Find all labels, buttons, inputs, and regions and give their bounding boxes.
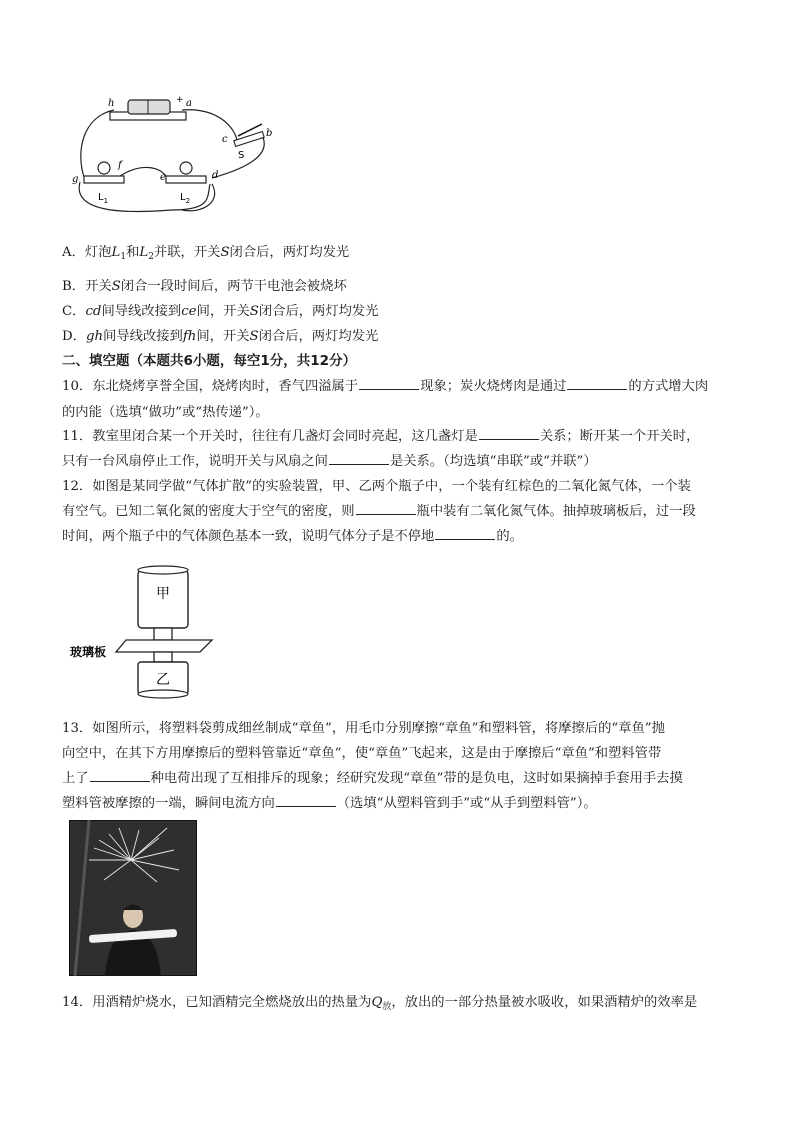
gas-diffusion-diagram [70, 562, 220, 702]
answer-blank[interactable] [276, 792, 336, 807]
answer-blank[interactable] [479, 425, 539, 440]
question-12-line1: 12．如图是某同学做“气体扩散”的实验装置，甲、乙两个瓶子中，一个装有红棕色的二氧化氮气体，一个装 [62, 479, 691, 494]
answer-blank[interactable] [567, 375, 627, 390]
terminal-d: d [212, 170, 219, 181]
terminal-g: g [72, 174, 79, 185]
answer-blank[interactable] [359, 375, 419, 390]
terminal-e: e [160, 172, 166, 183]
option-d: D．gh间导线改接到fh间，开关S闭合后，两灯均发光 [62, 329, 379, 344]
question-13-line3: 上了 种电荷出现了互相排斥的现象；经研究发现“章鱼”带的是负电，这时如果摘掉手套用手去摸 [62, 766, 732, 792]
question-14-line1: 14．用酒精炉烧水，已知酒精完全燃烧放出的热量为$Q_放$，放出的一部分热量被水吸收，如果酒精炉的效率是 [62, 995, 698, 1012]
glass-plate-label: 玻璃板 [70, 645, 107, 659]
option-a: A．灯泡$L_1$和$L_2$并联，开关S闭合后，两灯均发光 [62, 245, 350, 262]
question-13-line2: 向空中，在其下方用摩擦后的塑料管靠近“章鱼”，使“章鱼”飞起来，这是由于摩擦后“章鱼”和塑料管带 [62, 746, 662, 761]
lamp1-label: $L_1$ [98, 192, 109, 205]
question-13-line1: 13．如图所示，将塑料袋剪成细丝制成“章鱼”，用毛巾分别摩擦“章鱼”和塑料管，将摩擦后的“章鱼”抛 [62, 721, 665, 736]
terminal-a: a [186, 98, 192, 109]
circuit-diagram [62, 92, 277, 217]
answer-blank[interactable] [329, 450, 389, 465]
answer-blank[interactable] [356, 500, 416, 515]
question-10-line2: 的内能（选填“做功”或“热传递”）。 [62, 405, 269, 420]
battery-plus: + [176, 95, 184, 105]
terminal-c: c [222, 134, 228, 145]
question-12-line2: 有空气。已知二氧化氮的密度大于空气的密度，则 瓶中装有二氧化氮气体。抽掉玻璃板后，过一段 [62, 499, 732, 525]
section-title: 二、填空题（本题共6小题，每空1分，共12分） [62, 353, 357, 369]
question-11-line1: 11．教室里闭合某一个开关时，往往有几盏灯会同时亮起，这几盏灯是 关系；断开某一个开关时， [62, 424, 732, 450]
question-13-line4: 塑料管被摩擦的一端，瞬间电流方向 （选填“从塑料管到手”或“从手到塑料管”）。 [62, 791, 732, 817]
option-c: C．cd间导线改接到ce间，开关S闭合后，两灯均发光 [62, 304, 379, 319]
switch-label: S [238, 150, 245, 161]
question-10-line1: 10．东北烧烤享誉全国，烧烤肉时，香气四溢属于 现象；炭火烧烤肉是通过 的方式增大肉 [62, 374, 732, 400]
question-12-line3: 时间，两个瓶子中的气体颜色基本一致，说明气体分子是不停地 的。 [62, 524, 732, 550]
terminal-f: f [118, 160, 122, 171]
terminal-b: b [266, 128, 273, 139]
answer-blank[interactable] [435, 525, 495, 540]
option-b: B．开关S闭合一段时间后，两节干电池会被烧坏 [62, 279, 347, 294]
bottle-top-label: 甲 [156, 586, 170, 602]
question-11-line2: 只有一台风扇停止工作，说明开关与风扇之间 是关系。（均选填“串联”或“并联”） [62, 449, 732, 475]
answer-blank[interactable] [90, 767, 150, 782]
static-electricity-photo [69, 820, 197, 976]
bottle-bottom-label: 乙 [156, 672, 170, 688]
lamp2-label: $L_2$ [180, 192, 191, 205]
terminal-h: h [108, 98, 115, 109]
